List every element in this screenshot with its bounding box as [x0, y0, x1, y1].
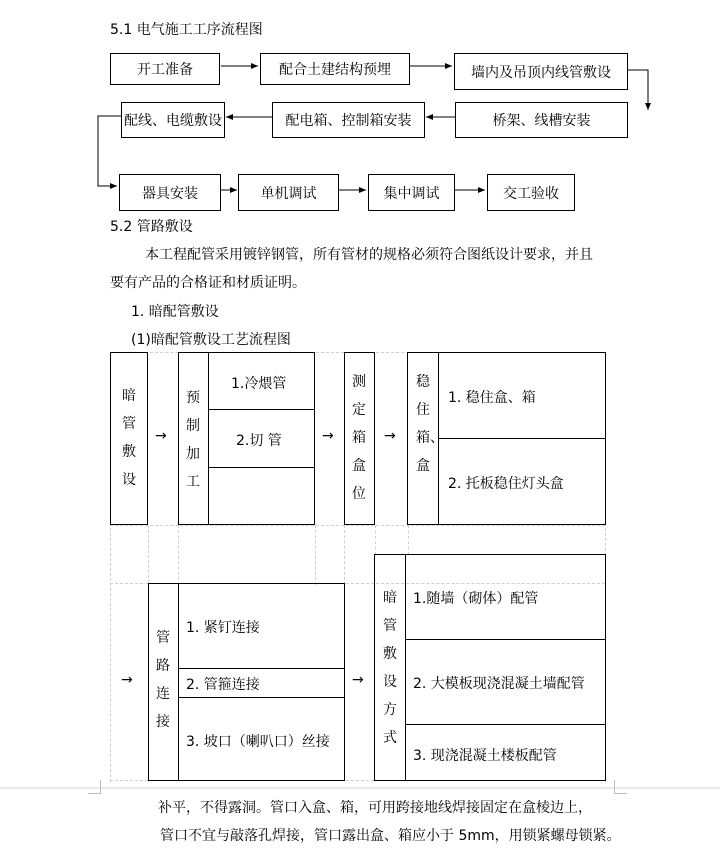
grid-line [315, 525, 316, 585]
corner-mark [88, 793, 100, 794]
arrow-right-icon: → [322, 428, 334, 444]
process-item-cell: 3. 坡口（喇叭口）丝接 [178, 697, 345, 781]
flow-step-cable-tray: 桥架、线槽安装 [455, 102, 628, 138]
flow-step-distribution-box: 配电箱、控制箱安装 [272, 102, 425, 138]
flow-step-wiring: 配线、电缆敷设 [121, 102, 225, 138]
grid-line [375, 525, 376, 555]
list-item-heading: 1. 暗配管敷设 [131, 304, 219, 320]
grid-line [408, 525, 409, 555]
process-label-fix-box: 稳住箱、盒 [416, 374, 444, 474]
flow-step-fixtures: 器具安装 [119, 174, 221, 211]
process-item-cell: 2. 管箍连接 [178, 668, 345, 698]
page-break [0, 787, 720, 789]
paragraph-line-2: 要有产品的合格证和材质证明。 [110, 275, 306, 291]
flow-step-conduit-laying: 墙内及吊顶内线管敷设 [454, 53, 628, 90]
process-label-prefab: 预制加工 [186, 390, 200, 490]
arrow-right-icon: → [155, 428, 167, 444]
process-item-cell: 1.随墙（砌体）配管 [405, 554, 606, 640]
subheading: (1)暗配管敷设工艺流程图 [131, 332, 291, 348]
corner-mark [100, 780, 101, 794]
process-label-laying-method: 暗管敷设方式 [383, 590, 397, 746]
corner-mark [614, 780, 615, 794]
process-item-cell: 2.切 管 [208, 409, 315, 468]
grid-line [178, 525, 179, 585]
flow-step-embed: 配合土建结构预埋 [260, 53, 410, 85]
section-title-5-1: 5.1 电气施工工序流程图 [110, 22, 263, 38]
process-label-conduit-laying: 暗管敷设 [122, 388, 136, 488]
process-item-cell: 2. 大模板现浇混凝土墙配管 [405, 639, 606, 725]
corner-mark [615, 793, 627, 794]
process-item-cell: 1. 稳住盒、箱 [438, 352, 606, 439]
section-title-5-2: 5.2 管路敷设 [110, 219, 193, 235]
footer-line-2: 管口不宜与敲落孔焊接，管口露出盒、箱应小于 5mm，用锁紧螺母锁紧。 [160, 828, 621, 844]
flow-step-unit-test: 单机调试 [238, 174, 339, 211]
process-item-cell: 1.冷煨管 [208, 352, 315, 410]
process-label-measure: 测定箱盒位 [352, 374, 366, 502]
flow-step-start-prep: 开工准备 [110, 53, 220, 85]
process-item-cell: 1. 紧钉连接 [178, 583, 345, 669]
arrow-right-icon: → [352, 672, 364, 688]
process-item-cell-empty [208, 467, 315, 525]
flow-step-handover: 交工验收 [487, 174, 575, 211]
arrow-right-icon: → [121, 672, 133, 688]
process-item-cell: 3. 现浇混凝土楼板配管 [405, 724, 606, 781]
process-label-pipe-connect: 管路连接 [156, 630, 170, 730]
flow-step-central-test: 集中调试 [368, 174, 455, 211]
grid-line [110, 525, 605, 526]
paragraph-line-1: 本工程配管采用镀锌钢管，所有管材的规格必须符合图纸设计要求，并且 [145, 247, 593, 263]
grid-line [344, 525, 345, 585]
process-item-cell: 2. 托板稳住灯头盒 [438, 438, 606, 525]
footer-line-1: 补平，不得露洞。管口入盒、箱，可用跨接地线焊接固定在盒棱边上， [158, 800, 592, 816]
arrow-right-icon: → [384, 428, 396, 444]
